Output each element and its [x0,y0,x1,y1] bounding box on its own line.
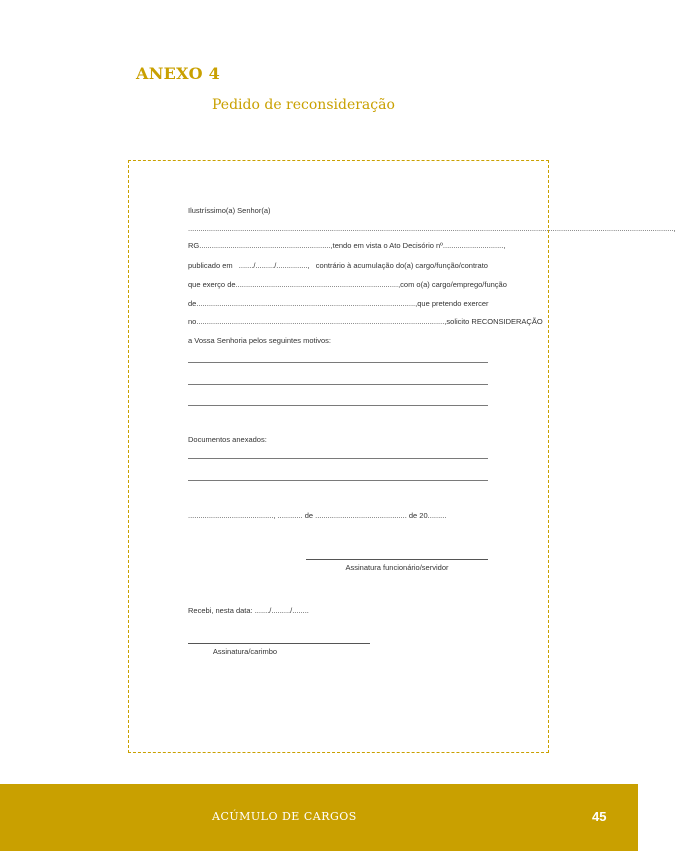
pub-date: ......./........./..............., [238,261,310,270]
exerco-line [188,280,507,289]
form-subtitle: Pedido de reconsideração [212,97,395,113]
received-line: Recebi, nesta data: ......./........./........ [188,606,309,615]
documents-label: Documentos anexados: [188,435,267,444]
rg-line [188,241,506,250]
no-line [188,317,543,326]
de-text: que pretendo exercer [417,299,489,308]
exerco-prefix: que exerço de [188,280,236,289]
rg-text: tendo em vista o Ato Decisório nº [332,241,443,250]
annex-title: ANEXO 4 [136,64,221,83]
rg-blank2: ............................., [442,241,506,250]
publication-line [188,261,488,270]
name-line: ........................................................................................................................................................................................................................................., [188,224,676,233]
rg-prefix: RG [188,241,200,250]
stamp-signature-label: Assinatura/carimbo [212,647,278,656]
de-line [188,299,488,308]
pub-text: contrário à acumulação do(a) cargo/função/contrato [315,261,488,270]
document-rule-2 [188,480,488,481]
de-prefix: de [188,299,197,308]
exerco-blank: .............................................................................., [235,280,401,289]
employee-signature-label: Assinatura funcionário/servidor [345,563,449,572]
exerco-text: com o(a) cargo/emprego/função [400,280,507,289]
reason-rule-1 [188,362,488,363]
page-number: 45 [592,809,607,824]
salutation: Ilustríssimo(a) Senhor(a) [188,206,271,215]
footer-label: ACÚMULO DE CARGOS [212,810,357,823]
footer-bar [0,784,638,851]
document-rule-1 [188,458,488,459]
no-prefix: no [188,317,197,326]
reason-rule-3 [188,405,488,406]
no-text: solicito RECONSIDERAÇÃO [446,317,543,326]
employee-signature-line [306,559,488,560]
reasons-intro: a Vossa Senhoria pelos seguintes motivos: [188,336,332,345]
stamp-signature-line [188,643,370,644]
reason-rule-2 [188,384,488,385]
de-blank: ........................................................................................................., [196,299,418,308]
pub-prefix: publicado em [188,261,233,270]
rg-blank: ..............................................................., [199,241,333,250]
place-date-line: ........................................., ............ de ............................................ de 20......... [188,511,447,520]
no-blank: ......................................................................................................................., [196,317,447,326]
